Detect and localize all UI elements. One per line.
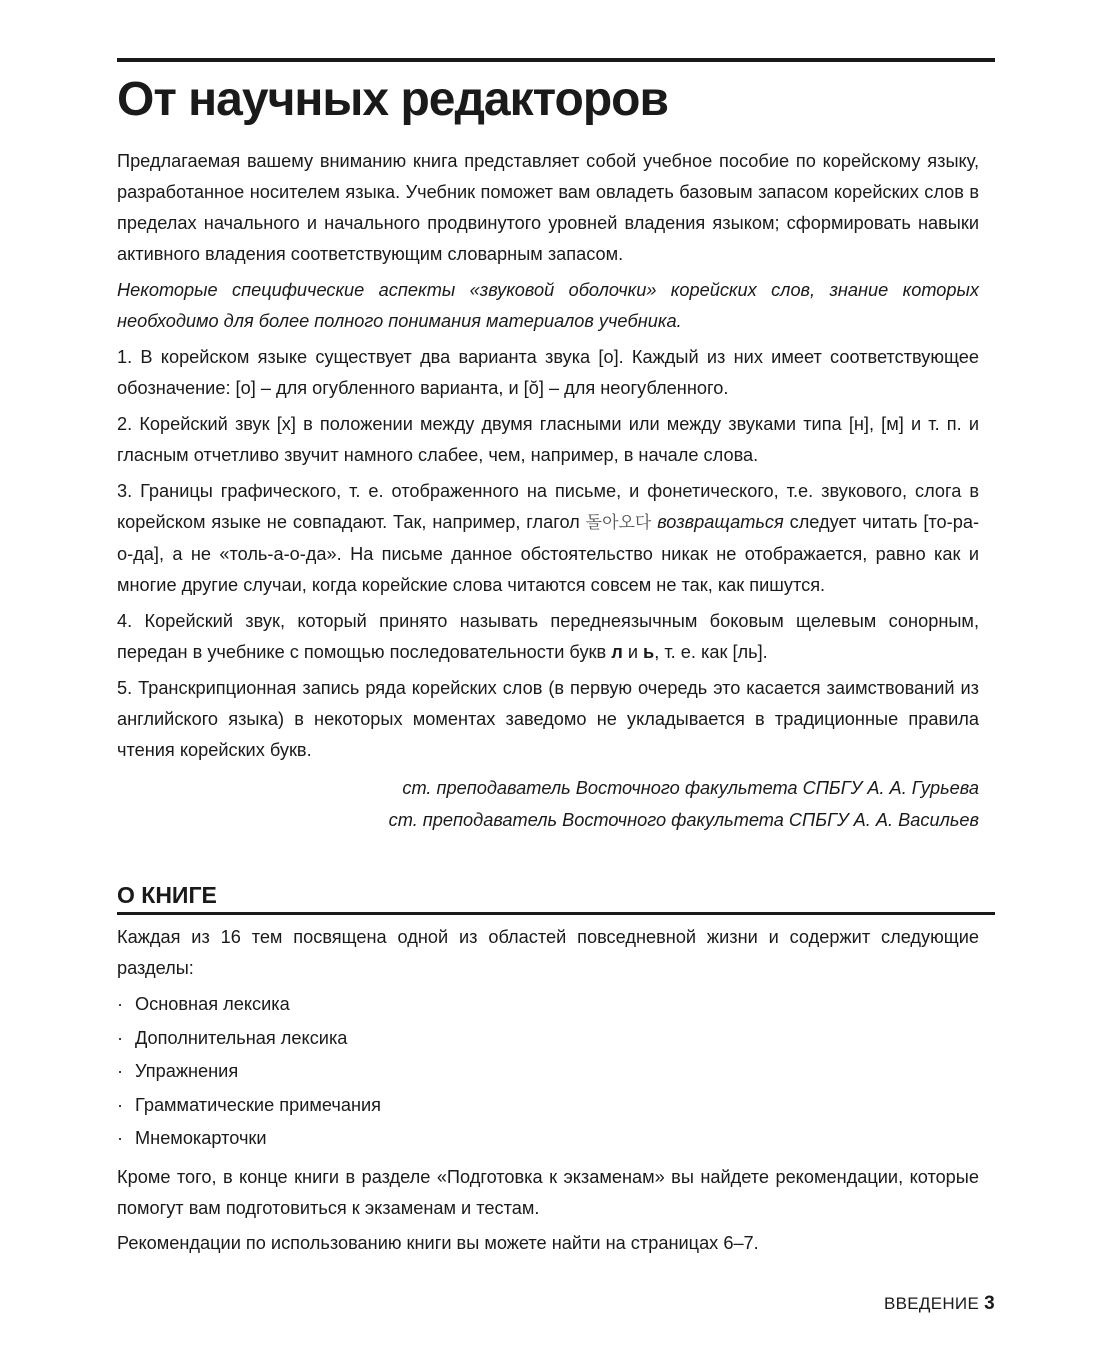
- page-title: От научных редакторов: [117, 73, 668, 126]
- list-item: · Упражнения: [117, 1055, 979, 1089]
- note-4-text-a: 4. Корейский звук, который принято называть переднеязычным боковым щелевым сонорным, передан в учебнике с помощью последовательности букв: [117, 611, 979, 662]
- bullet-icon: ·: [117, 1094, 124, 1115]
- korean-word: 돌아오다: [585, 513, 652, 533]
- page-number: 3: [984, 1293, 995, 1314]
- note-3-text-b: следует читать [то-ра-о-да], а не «толь-а-о-да». На письме данное обстоятельство никак не отображается, равно как и многие другие случаи, когда корейские слова читаются совсем не так, как пишутся.: [117, 512, 979, 595]
- letter-soft-sign: ь: [643, 642, 655, 662]
- about-paragraph-pages: Рекомендации по использованию книги вы можете найти на страницах 6–7.: [117, 1232, 759, 1253]
- about-paragraph-exams: Кроме того, в конце книги в разделе «Подготовка к экзаменам» вы найдете рекомендации, которые помогут вам подготовиться к экзаменам и тестам.: [117, 1166, 979, 1218]
- bullet-icon: ·: [117, 1061, 124, 1081]
- note-4: [117, 606, 979, 668]
- note-3: [117, 476, 979, 601]
- note-3-text-a: 3. Границы графического, т. е. отображенного на письме, и фонетического, т.е. звукового, слога в корейском языке не совпадают. Так, например, глагол: [117, 481, 979, 532]
- bullet-icon: ·: [117, 1027, 124, 1048]
- note-3-translation: возвращаться: [657, 512, 784, 532]
- list-item: · Основная лексика: [117, 988, 979, 1022]
- about-text: [117, 922, 979, 1263]
- bullet-icon: ·: [117, 1128, 124, 1148]
- page-footer: [780, 1293, 995, 1315]
- bullet-icon: ·: [117, 994, 124, 1014]
- list-item: · Мнемокарточки: [117, 1122, 979, 1156]
- top-rule: [117, 58, 995, 62]
- signature-2: ст. преподаватель Восточного факультета СПБГУ А. А. Васильев: [388, 810, 979, 830]
- note-4-and: и: [622, 642, 644, 662]
- signature-1: ст. преподаватель Восточного факультета СПБГУ А. А. Гурьева: [402, 778, 979, 798]
- intro-paragraph: Предлагаемая вашему вниманию книга представляет собой учебное пособие по корейскому языку, разработанное носителем языка. Учебник поможет вам овладеть базовым запасом корейских слов в пределах начального и начального продвинутого уровней владения языком; сформировать навыки активного владения соответствующим словарным запасом.: [117, 151, 979, 264]
- list-item: · Дополнительная лексика: [117, 1022, 979, 1056]
- footer-label: ВВЕДЕНИЕ: [883, 1294, 980, 1313]
- section-heading-about: О КНИГЕ: [117, 880, 995, 915]
- signatures: [117, 772, 979, 836]
- note-2: 2. Корейский звук [х] в положении между двумя гласными или между звуками типа [н], [м] и т. п. и гласным отчетливо звучит намного слабее, чем, например, в начале слова.: [117, 414, 979, 465]
- italic-note: Некоторые специфические аспекты «звуковой оболочки» корейских слов, знание которых необходимо для более полного понимания материалов учебника.: [117, 280, 979, 331]
- note-4-text-b: , т. е. как [ль].: [654, 642, 768, 662]
- list-item: · Грамматические примечания: [117, 1089, 979, 1123]
- about-intro: Каждая из 16 тем посвящена одной из областей повседневной жизни и содержит следующие разделы:: [117, 927, 979, 978]
- note-1: 1. В корейском языке существует два варианта звука [о]. Каждый из них имеет соответствующее обозначение: [о] – для огубленного варианта, и [ŏ] – для неогубленного.: [117, 347, 979, 398]
- editors-text: [117, 146, 979, 836]
- sections-list: [117, 988, 979, 1156]
- letter-l: л: [611, 642, 623, 662]
- note-5: 5. Транскрипционная запись ряда корейских слов (в первую очередь это касается заимствований из английского языка) в некоторых моментах заведомо не укладывается в традиционные правила чтения корейских букв.: [117, 678, 979, 760]
